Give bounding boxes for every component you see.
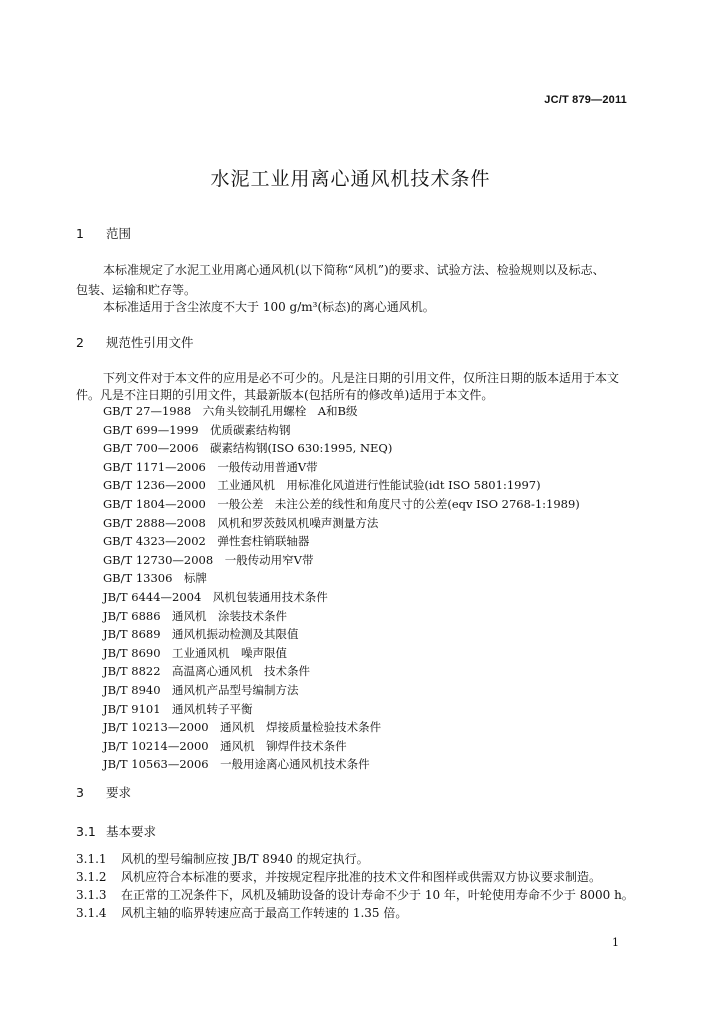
reference-item: JB/T 8689 通风机振动检测及其限值	[103, 627, 299, 642]
requirement-text: 风机应符合本标准的要求，并按规定程序批准的技术文件和图样或供需双方协议要求制造。	[121, 870, 602, 884]
section-number: 3	[76, 785, 84, 800]
document-title: 水泥工业用离心通风机技术条件	[210, 168, 491, 190]
reference-item: JB/T 6886 通风机 涂装技术条件	[103, 608, 288, 623]
reference-item: JB/T 10563—2006 一般用途离心通风机技术条件	[103, 757, 370, 772]
section-normative-heading	[76, 333, 194, 351]
reference-item: GB/T 2888—2008 风机和罗茨鼓风机噪声测量方法	[103, 515, 379, 530]
requirement-item	[76, 886, 634, 903]
requirement-text: 在正常的工况条件下，风机及辅助设备的设计寿命不少于 10 年，叶轮使用寿命不少于 8000 h。	[121, 888, 634, 902]
subsection-number: 3.1	[76, 824, 96, 839]
requirement-number: 3.1.3	[76, 888, 107, 902]
requirement-text: 风机主轴的临界转速应高于最高工作转速的 1.35 倍。	[121, 906, 408, 920]
reference-item: GB/T 4323—2002 弹性套柱销联轴器	[103, 534, 310, 549]
subsection-title: 基本要求	[106, 824, 157, 839]
scope-paragraph-line1: 本标准规定了水泥工业用离心通风机(以下简称“风机”)的要求、试验方法、检验规则以及标志、	[103, 263, 605, 277]
reference-item: GB/T 1171—2006 一般传动用普通V带	[103, 459, 318, 474]
scope-paragraph-line2: 包装、运输和贮存等。	[76, 283, 197, 297]
section-scope-heading	[76, 224, 131, 242]
reference-item: JB/T 10213—2000 通风机 焊接质量检验技术条件	[103, 720, 382, 735]
requirement-number: 3.1.1	[76, 852, 107, 866]
subsection-basic-requirements	[76, 822, 156, 840]
reference-item: JB/T 8940 通风机产品型号编制方法	[103, 682, 299, 697]
reference-item: GB/T 700—2006 碳素结构钢(ISO 630:1995, NEQ)	[103, 441, 393, 456]
requirement-item	[76, 868, 601, 885]
normative-intro-line1: 下列文件对于本文件的应用是必不可少的。凡是注日期的引用文件，仅所注日期的版本适用于本文	[103, 371, 620, 385]
standard-code: JC/T 879—2011	[544, 94, 627, 106]
reference-item: GB/T 1236—2000 工业通风机 用标准化风道进行性能试验(idt ISO 5801:1997)	[103, 478, 541, 493]
reference-item: GB/T 13306 标牌	[103, 571, 207, 586]
page-number: 1	[612, 936, 619, 949]
reference-list	[103, 402, 580, 774]
reference-item: JB/T 8690 工业通风机 噪声限值	[103, 645, 288, 660]
section-requirements-heading	[76, 783, 131, 801]
requirement-item	[76, 850, 369, 867]
section-title: 规范性引用文件	[106, 335, 194, 350]
reference-item: JB/T 8822 高温离心通风机 技术条件	[103, 664, 311, 679]
reference-item: GB/T 699—1999 优质碳素结构钢	[103, 422, 291, 437]
reference-item: JB/T 6444—2004 风机包装通用技术条件	[103, 589, 328, 604]
reference-item: JB/T 9101 通风机转子平衡	[103, 701, 253, 716]
reference-item: GB/T 12730—2008 一般传动用窄V带	[103, 552, 314, 567]
normative-intro-line2: 件。凡是不注日期的引用文件，其最新版本(包括所有的修改单)适用于本文件。	[76, 388, 494, 402]
reference-item: GB/T 27—1988 六角头铰制孔用螺栓 A和B级	[103, 404, 358, 418]
reference-item: JB/T 10214—2000 通风机 铆焊件技术条件	[103, 738, 347, 753]
section-number: 1	[76, 226, 84, 241]
section-number: 2	[76, 335, 84, 350]
reference-item: GB/T 1804—2000 一般公差 未注公差的线性和角度尺寸的公差(eqv ISO 2768-1:1989)	[103, 496, 580, 511]
requirement-text: 风机的型号编制应按 JB/T 8940 的规定执行。	[121, 852, 369, 866]
section-title: 范围	[106, 226, 132, 241]
requirement-number: 3.1.4	[76, 906, 107, 920]
section-title: 要求	[106, 785, 132, 800]
scope-paragraph-2: 本标准适用于含尘浓度不大于 100 g/m³(标态)的离心通风机。	[103, 300, 435, 314]
requirement-number: 3.1.2	[76, 870, 107, 884]
requirement-item	[76, 904, 407, 921]
